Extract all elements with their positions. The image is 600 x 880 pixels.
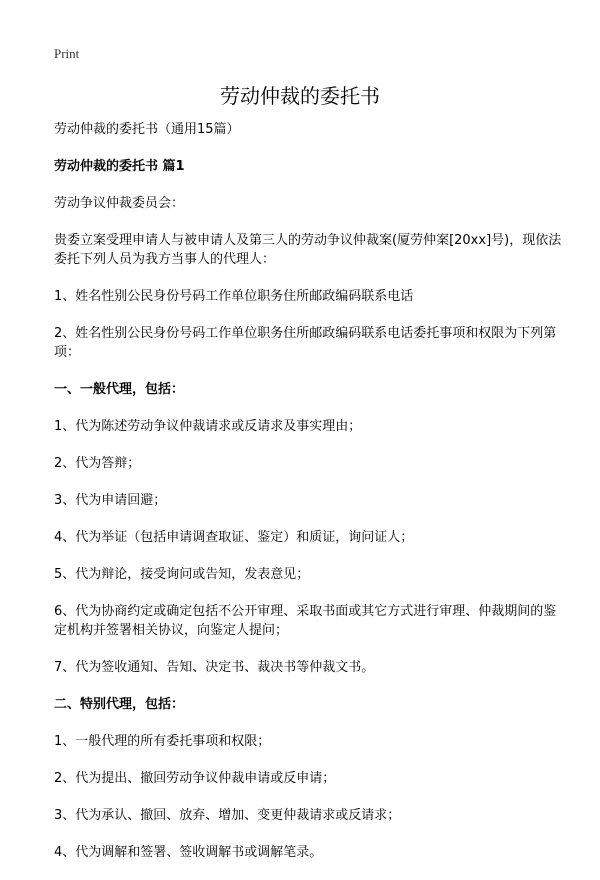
list-item: 1、一般代理的所有委托事项和权限；: [54, 734, 271, 749]
list-item: 3、代为申请回避；: [54, 493, 167, 508]
section-heading: 二、特别代理，包括：: [54, 697, 185, 712]
print-label[interactable]: Print: [54, 46, 80, 61]
list-item: 1、代为陈述劳动争议仲裁请求或反请求及事实理由；: [54, 419, 362, 434]
list-item: 2、代为答辩；: [54, 456, 141, 471]
section-heading: 一、一般代理，包括：: [54, 382, 185, 397]
list-item: 2、姓名性别公民身份号码工作单位职务住所邮政编码联系电话委托事项和权限为下列第项：: [54, 326, 557, 360]
document-body: [54, 120, 564, 880]
body-paragraph: 贵委立案受理申请人与被申请人及第三人的劳动争议仲裁案(厦劳仲案[20xx]号)，现依法委托下列人员为我方当事人的代理人：: [54, 233, 562, 267]
document-title: 劳动仲裁的委托书: [220, 84, 380, 108]
subtitle-paragraph: 劳动仲裁的委托书（通用15篇）: [54, 122, 240, 137]
list-item: 6、代为协商约定或确定包括不公开审理、采取书面或其它方式进行审理、仲裁期间的鉴定机构并签署相关协议，向鉴定人提问；: [54, 604, 557, 638]
list-item: 4、代为调解和签署、签收调解书或调解笔录。: [54, 845, 323, 860]
list-item: 4、代为举证（包括申请调查取证、鉴定）和质证，询问证人；: [54, 530, 414, 545]
list-item: 3、代为承认、撤回、放弃、增加、变更仲裁请求或反请求；: [54, 808, 401, 823]
list-item: 2、代为提出、撤回劳动争议仲裁申请或反申请；: [54, 771, 336, 786]
list-item: 5、代为辩论，接受询问或告知，发表意见；: [54, 567, 310, 582]
section-heading: 劳动仲裁的委托书 篇1: [54, 159, 185, 174]
list-item: 1、姓名性别公民身份号码工作单位职务住所邮政编码联系电话: [54, 289, 414, 304]
addressee-paragraph: 劳动争议仲裁委员会：: [54, 196, 185, 211]
list-item: 7、代为签收通知、告知、决定书、裁决书等仲裁文书。: [54, 660, 375, 675]
